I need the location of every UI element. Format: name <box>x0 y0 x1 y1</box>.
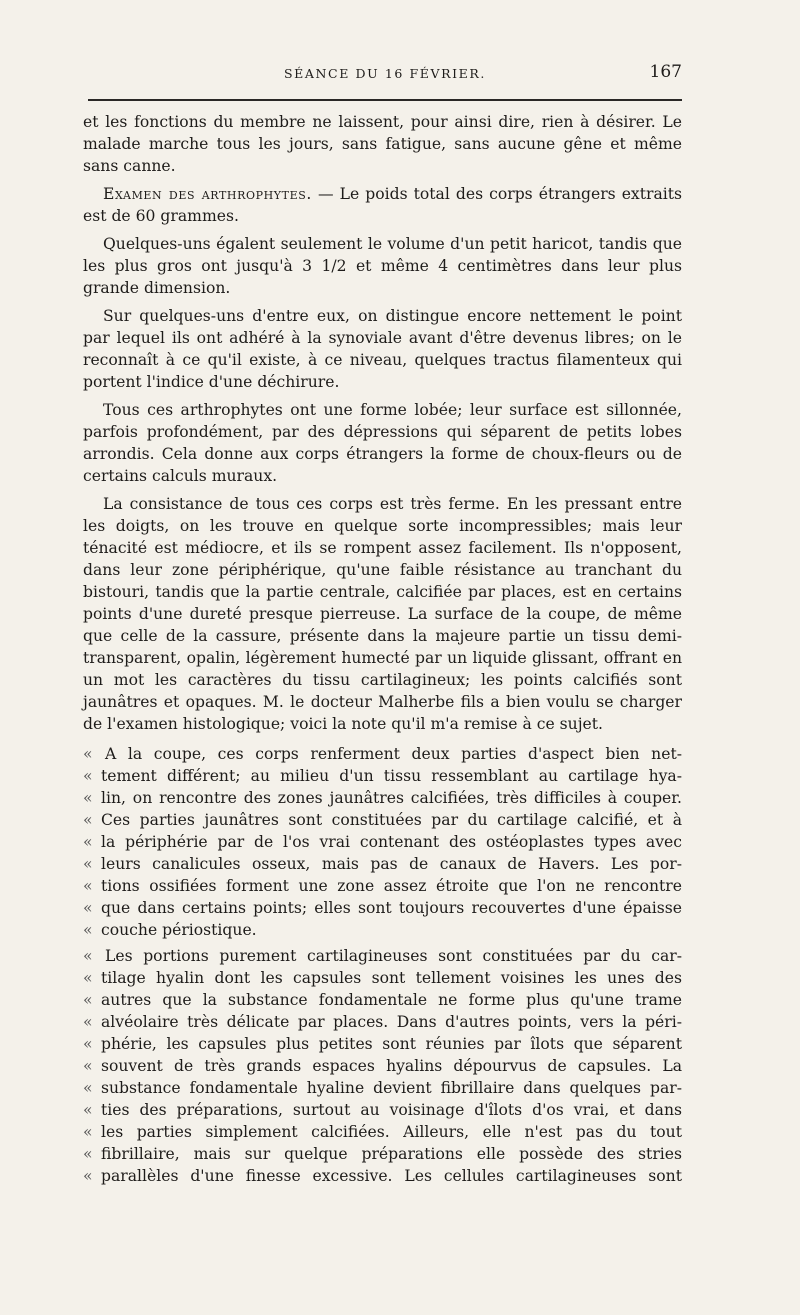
quote-line: « tilage hyalin dont les capsules sont tellement voisines les unes des <box>83 969 682 987</box>
quote-line: « ties des préparations, surtout au voisinage d'îlots d'os vrai, et dans <box>83 1101 682 1119</box>
paragraph: La consistance de tous ces corps est très ferme. En les pressant entre les doigts, on les trouve en quelque sorte incompressibles; mais leur ténacité est médiocre, et ils se rompent assez facilement. Ils n'opposent, dans leur zone périphérique, qu'une faible résistance au tranchant du bistouri, tandis que la partie centrale, calcifiée par places, est en certains points d'une dureté presque pierreuse. La surface de la coupe, de même que celle de la cassure, présente dans la majeure partie un tissu demi-transparent, opalin, légèrement humecté par un liquide glissant, offrant en un mot les caractères du tissu cartilagineux; les points calcifiés sont jaunâtres et opaques. M. le docteur Malherbe fils a bien voulu se charger de l'examen histologique; voici la note qu'il m'a remise à ce sujet. <box>83 495 682 733</box>
quote-line: « lin, on rencontre des zones jaunâtres calcifiées, très difficiles à couper. <box>83 789 682 807</box>
quote-mark: « <box>83 991 93 1009</box>
paragraph: Examen des arthrophytes. — Le poids total des corps étrangers extraits est de 60 grammes. <box>83 185 683 225</box>
page-number: 167 <box>649 62 682 82</box>
quote-block <box>83 945 682 1187</box>
quote-mark: « <box>83 1013 93 1031</box>
quote-mark: « <box>83 969 93 987</box>
quote-line: « souvent de très grands espaces hyalins dépourvus de capsules. La <box>83 1057 682 1075</box>
quote-mark: « <box>83 855 93 873</box>
quote-mark: « <box>83 789 93 807</box>
quote-line: « substance fondamentale hyaline devient fibrillaire dans quelques par- <box>83 1079 682 1097</box>
quote-mark: « <box>83 767 93 785</box>
quote-mark: « <box>83 1079 93 1097</box>
quote-mark: « <box>83 921 93 939</box>
quote-mark: « <box>83 899 93 917</box>
quote-line: « tement différent; au milieu d'un tissu ressemblant au cartilage hya- <box>83 767 682 785</box>
quote-line: « couche périostique. <box>83 921 257 939</box>
quote-line: « fibrillaire, mais sur quelque préparations elle possède des stries <box>83 1145 682 1163</box>
paragraph: et les fonctions du membre ne laissent, pour ainsi dire, rien à désirer. Le malade marche tous les jours, sans fatigue, sans aucune gêne et même sans canne. <box>83 113 682 175</box>
quote-mark: « <box>83 1123 93 1141</box>
quote-line: « leurs canalicules osseux, mais pas de canaux de Havers. Les por- <box>83 855 682 873</box>
quote-line: « Les portions purement cartilagineuses sont constituées par du car- <box>83 947 682 965</box>
quote-line: « que dans certains points; elles sont toujours recouvertes d'une épaisse <box>83 899 682 917</box>
body-text <box>83 111 682 1187</box>
header-rule <box>88 99 682 101</box>
quote-mark: « <box>83 1167 93 1185</box>
quote-line: « autres que la substance fondamentale ne forme plus qu'une trame <box>83 991 682 1009</box>
quote-line: « les parties simplement calcifiées. Ailleurs, elle n'est pas du tout <box>83 1123 682 1141</box>
paragraph: Tous ces arthrophytes ont une forme lobée; leur surface est sillonnée, parfois profondément, par des dépressions qui séparent de petits lobes arrondis. Cela donne aux corps étrangers la forme de choux-fleurs ou de certains calculs muraux. <box>83 401 682 485</box>
quote-block <box>83 743 682 941</box>
paragraph: Sur quelques-uns d'entre eux, on distingue encore nettement le point par lequel ils ont adhéré à la synoviale avant d'être devenus libres; on le reconnaît à ce qu'il existe, à ce niveau, quelques tractus filamenteux qui portent l'indice d'une déchirure. <box>83 307 682 391</box>
section-heading: Examen des arthrophytes. <box>103 185 312 203</box>
quote-line: « tions ossifiées forment une zone assez étroite que l'on ne rencontre <box>83 877 682 895</box>
quote-mark: « <box>83 833 93 851</box>
quote-mark: « <box>83 1057 93 1075</box>
quote-line: « parallèles d'une finesse excessive. Les cellules cartilagineuses sont <box>83 1167 682 1185</box>
quote-line: « la périphérie par de l'os vrai contenant des ostéoplastes types avec <box>83 833 682 851</box>
quote-mark: « <box>83 877 93 895</box>
quote-mark: « <box>83 745 93 763</box>
quote-mark: « <box>83 1035 93 1053</box>
running-title: SÉANCE DU 16 FÉVRIER. <box>283 66 486 81</box>
quote-mark: « <box>83 947 93 965</box>
quote-line: « phérie, les capsules plus petites sont réunies par îlots que séparent <box>83 1035 682 1053</box>
quote-mark: « <box>83 1145 93 1163</box>
page-header <box>88 62 682 88</box>
quote-line: « alvéolaire très délicate par places. Dans d'autres points, vers la péri- <box>83 1013 682 1031</box>
paragraph: Quelques-uns égalent seulement le volume d'un petit haricot, tandis que les plus gros ont jusqu'à 3 1/2 et même 4 centimètres dans leur plus grande dimension. <box>83 235 682 297</box>
quote-mark: « <box>83 1101 93 1119</box>
quote-line: « Ces parties jaunâtres sont constituées par du cartilage calcifié, et à <box>83 811 682 829</box>
quote-line: « A la coupe, ces corps renferment deux parties d'aspect bien net- <box>83 745 682 763</box>
quote-mark: « <box>83 811 93 829</box>
